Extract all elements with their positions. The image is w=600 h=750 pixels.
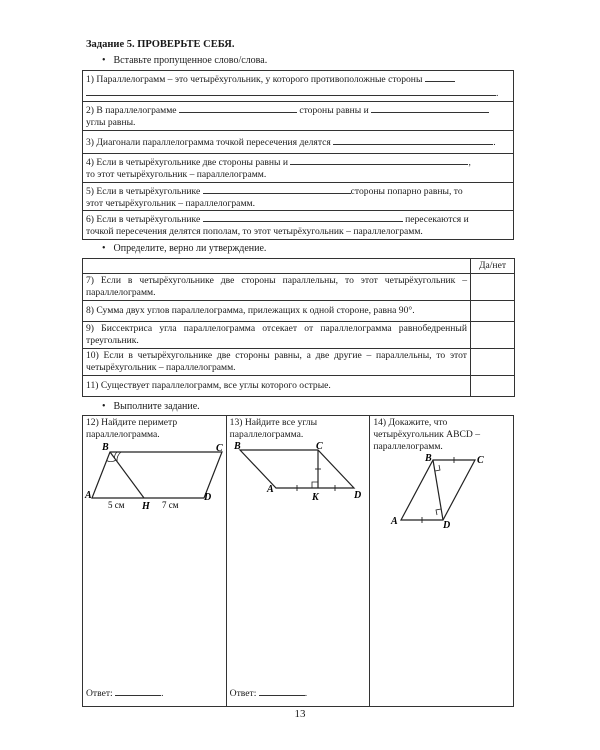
answer-blank[interactable] — [259, 686, 305, 696]
vertex-d: D — [443, 520, 451, 532]
vertex-d: D — [353, 490, 361, 502]
answer-cell[interactable] — [471, 375, 515, 396]
answer-blank[interactable] — [333, 135, 493, 145]
item-5-text: 5) Если в четырёхугольнике — [86, 185, 201, 197]
problem-13-text: 13) Найдите все углы параллелограмма. — [229, 417, 318, 441]
statement-7: 7) Если в четырёхугольнике две стороны параллельны, то этот четырёхугольник – параллелограмм. — [83, 273, 471, 300]
item-6-mid: пересекаются и — [405, 214, 469, 226]
angle-arc — [107, 460, 117, 462]
section2-instruction: • Определите, верно ли утверждение. — [102, 243, 514, 256]
yes-no-header: Да/нет — [471, 258, 515, 273]
section3-instruction: • Выполните задание. — [102, 401, 514, 414]
statement-11: 11) Существует параллелограмм, все углы которого острые. — [83, 375, 471, 396]
parallelogram-figure-14 — [373, 453, 509, 532]
section1-instruction: • Вставьте пропущенное слово/слова. — [102, 55, 514, 68]
page-number: 13 — [294, 708, 306, 720]
angle-arc — [114, 452, 117, 458]
table-header-row — [83, 258, 515, 273]
parallelogram-figure-12 — [86, 442, 224, 512]
answer-blank[interactable] — [203, 212, 403, 222]
parallelogram-abcd — [240, 450, 354, 488]
answer-blank[interactable] — [290, 155, 468, 165]
problems-table — [82, 415, 514, 707]
item-4-text: 4) Если в четырёхугольнике две стороны равны и — [86, 156, 289, 168]
answer-blank[interactable] — [425, 72, 455, 82]
worksheet — [82, 38, 514, 707]
answer-cell[interactable] — [471, 348, 515, 375]
table-row — [83, 375, 515, 396]
table-row — [83, 182, 514, 211]
vertex-b: B — [425, 453, 432, 465]
answer-blank[interactable] — [203, 184, 351, 194]
angle-arc — [117, 452, 121, 461]
table-row — [83, 273, 515, 300]
table-row — [83, 101, 514, 130]
item-1-end: . — [496, 87, 499, 99]
item-6-text: 6) Если в четырёхугольнике — [86, 214, 201, 226]
table-row — [83, 153, 514, 182]
bisector-bh — [110, 452, 144, 498]
statement-9: 9) Биссектриса угла параллелограмма отсекает от параллелограмма равнобедренный треугольник. — [83, 321, 471, 348]
vertex-a: A — [266, 484, 274, 496]
item-5-end: этот четырёхугольник – параллелограмм. — [86, 197, 255, 209]
answer-blank[interactable] — [115, 686, 161, 696]
table-row — [83, 416, 514, 707]
answer-cell[interactable] — [471, 273, 515, 300]
item-4-comma: , — [468, 156, 471, 168]
table-row — [83, 348, 515, 375]
point-k: K — [311, 492, 319, 504]
statement-10: 10) Если в четырёхугольнике две стороны равны, а две другие – параллельны, то этот четырёхугольник – параллелограмм. — [83, 348, 471, 375]
problem-14-cell[interactable] — [370, 416, 514, 707]
vertex-c: C — [315, 441, 323, 453]
right-angle-mark — [312, 482, 318, 488]
answer-label: Ответ: . — [229, 688, 308, 700]
answer-label: Ответ: . — [86, 688, 164, 700]
item-2-text: 2) В параллелограмме — [86, 104, 177, 116]
problem-12-cell[interactable] — [83, 416, 227, 707]
point-h: H — [142, 501, 150, 513]
item-6-end: точкой пересечения делятся пополам, то этот четырёхугольник – параллелограмм. — [86, 226, 423, 238]
answer-blank[interactable] — [371, 103, 489, 113]
answer-blank[interactable] — [179, 103, 297, 113]
task-title: Задание 5. ПРОВЕРЬТЕ СЕБЯ. — [86, 39, 235, 50]
answer-cell[interactable] — [471, 321, 515, 348]
vertex-a: A — [85, 490, 92, 502]
vertex-d: D — [204, 492, 212, 504]
segment-hd: 7 см — [162, 500, 179, 511]
answer-blank[interactable] — [86, 86, 496, 96]
table-row — [83, 130, 514, 153]
item-1-text: 1) Параллелограмм – это четырёхугольник, у которого противоположные стороны — [86, 73, 423, 85]
vertex-b: B — [233, 441, 241, 453]
vertex-b: B — [102, 442, 109, 454]
statement-8: 8) Сумма двух углов параллелограмма, прилежащих к одной стороне, равна 90°. — [83, 300, 471, 321]
item-4-end: то этот четырёхугольник – параллелограмм. — [86, 168, 267, 180]
item-2-mid: стороны равны и — [299, 104, 369, 116]
parallelogram-figure-13 — [230, 442, 370, 506]
right-angle-mark — [435, 465, 440, 471]
problem-13-cell[interactable] — [226, 416, 370, 707]
parallelogram-abcd — [92, 452, 222, 498]
vertex-a: A — [391, 516, 398, 528]
answer-cell[interactable] — [471, 300, 515, 321]
fill-in-table — [82, 70, 514, 241]
segment-ah: 5 см — [108, 500, 125, 511]
problem-14-text: 14) Докажите, что четырёхугольник ABCD – параллелограмм. — [373, 417, 481, 453]
item-2-end: углы равны. — [86, 116, 136, 128]
problem-12-text: 12) Найдите периметр параллелограмма. — [86, 417, 178, 441]
right-angle-mark — [436, 509, 441, 515]
vertex-c: C — [477, 455, 484, 467]
table-row — [83, 321, 515, 348]
item-3-text: 3) Диагонали параллелограмма точкой пересечения делятся — [86, 136, 331, 148]
true-false-table — [82, 258, 515, 397]
table-row — [83, 300, 515, 321]
vertex-c: C — [216, 443, 223, 455]
item-3-end: . — [493, 136, 496, 148]
diagonal-bd — [433, 460, 443, 520]
table-row — [83, 70, 514, 101]
item-5-mid: стороны попарно равны, то — [350, 185, 463, 197]
table-row — [83, 211, 514, 240]
